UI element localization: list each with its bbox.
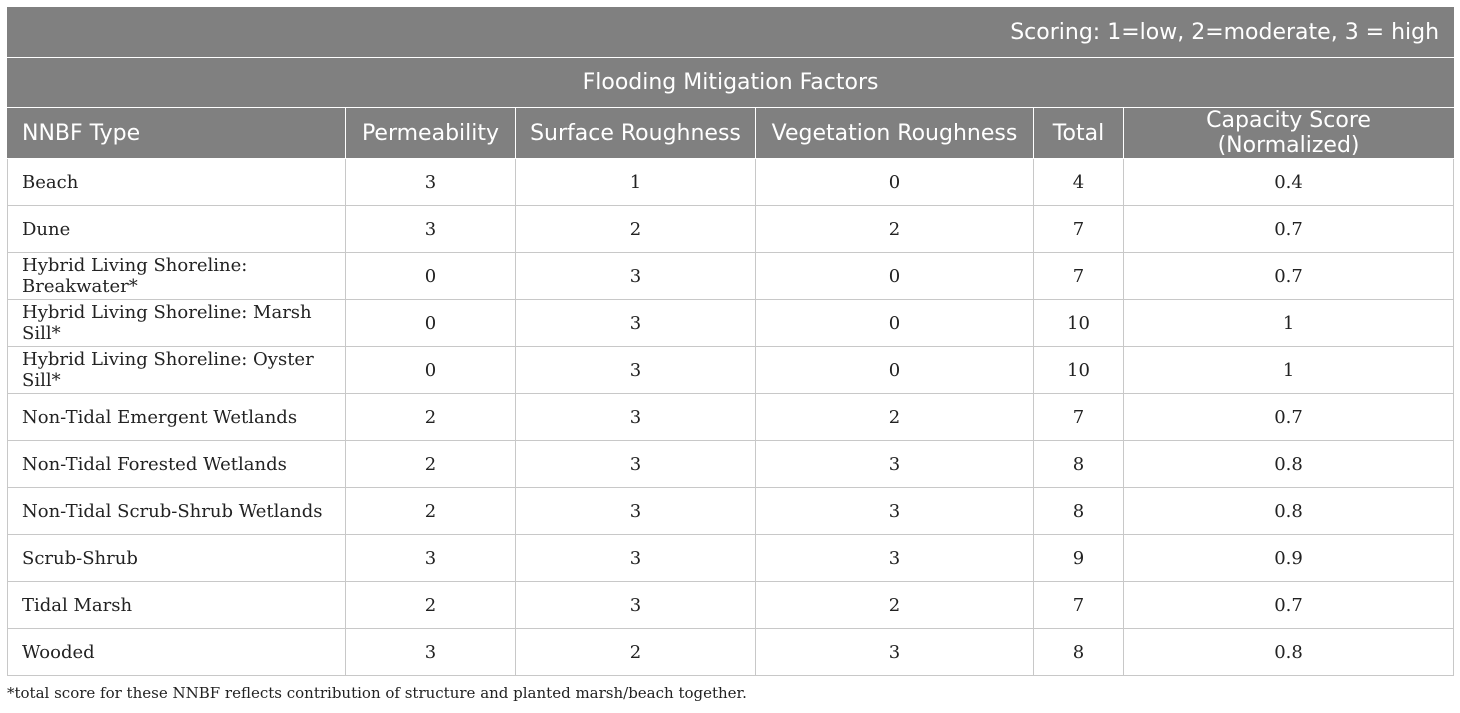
cell-nnbf-type: Non-Tidal Forested Wetlands [8,441,346,488]
cell-nnbf-type: Hybrid Living Shoreline: Breakwater* [8,253,346,300]
cell-total: 9 [1034,535,1124,582]
cell-capacity-score: 0.7 [1124,253,1454,300]
cell-nnbf-type: Non-Tidal Scrub-Shrub Wetlands [8,488,346,535]
table-row [8,300,1454,347]
table-row [8,253,1454,300]
column-header-surface-roughness: Surface Roughness [516,108,756,159]
cell-permeability: 2 [346,441,516,488]
cell-vegetation-roughness: 3 [756,535,1034,582]
cell-capacity-score: 0.9 [1124,535,1454,582]
cell-surface-roughness: 3 [516,488,756,535]
column-header-nnbf-type: NNBF Type [8,108,346,159]
cell-nnbf-type: Hybrid Living Shoreline: Oyster Sill* [8,347,346,394]
cell-total: 10 [1034,347,1124,394]
cell-vegetation-roughness: 3 [756,441,1034,488]
column-header-capacity-score: Capacity Score (Normalized) [1124,108,1454,159]
cell-vegetation-roughness: 0 [756,347,1034,394]
cell-capacity-score: 0.8 [1124,488,1454,535]
table-row [8,347,1454,394]
table-row [8,582,1454,629]
cell-capacity-score: 0.8 [1124,629,1454,676]
cell-nnbf-type: Scrub-Shrub [8,535,346,582]
cell-vegetation-roughness: 0 [756,253,1034,300]
cell-permeability: 3 [346,206,516,253]
cell-permeability: 0 [346,300,516,347]
cell-capacity-score: 1 [1124,347,1454,394]
cell-total: 7 [1034,582,1124,629]
cell-total: 8 [1034,441,1124,488]
column-header-row [8,108,1454,159]
flooding-mitigation-table [7,7,1454,676]
cell-surface-roughness: 3 [516,394,756,441]
table-row [8,488,1454,535]
cell-permeability: 2 [346,582,516,629]
cell-capacity-score: 0.7 [1124,394,1454,441]
scoring-row [8,8,1454,58]
cell-permeability: 3 [346,629,516,676]
cell-permeability: 2 [346,488,516,535]
scoring-note: Scoring: 1=low, 2=moderate, 3 = high [8,8,1454,58]
table-row [8,535,1454,582]
cell-nnbf-type: Non-Tidal Emergent Wetlands [8,394,346,441]
cell-permeability: 2 [346,394,516,441]
cell-capacity-score: 0.4 [1124,159,1454,206]
cell-total: 7 [1034,253,1124,300]
cell-total: 7 [1034,394,1124,441]
column-header-permeability: Permeability [346,108,516,159]
cell-surface-roughness: 3 [516,582,756,629]
column-header-vegetation-roughness: Vegetation Roughness [756,108,1034,159]
cell-surface-roughness: 3 [516,253,756,300]
cell-surface-roughness: 2 [516,206,756,253]
cell-surface-roughness: 3 [516,347,756,394]
group-header: Flooding Mitigation Factors [8,58,1454,108]
cell-nnbf-type: Hybrid Living Shoreline: Marsh Sill* [8,300,346,347]
table-container [7,7,1453,676]
cell-capacity-score: 0.7 [1124,206,1454,253]
cell-vegetation-roughness: 3 [756,629,1034,676]
cell-surface-roughness: 3 [516,535,756,582]
cell-total: 10 [1034,300,1124,347]
cell-vegetation-roughness: 3 [756,488,1034,535]
cell-nnbf-type: Beach [8,159,346,206]
cell-surface-roughness: 3 [516,441,756,488]
cell-total: 8 [1034,488,1124,535]
cell-capacity-score: 0.7 [1124,582,1454,629]
cell-surface-roughness: 3 [516,300,756,347]
cell-permeability: 3 [346,535,516,582]
table-footnote: *total score for these NNBF reflects contribution of structure and planted marsh/beach together. [7,684,747,702]
table-row [8,441,1454,488]
table-row [8,159,1454,206]
cell-total: 7 [1034,206,1124,253]
cell-vegetation-roughness: 0 [756,300,1034,347]
cell-vegetation-roughness: 2 [756,206,1034,253]
cell-nnbf-type: Dune [8,206,346,253]
cell-total: 8 [1034,629,1124,676]
cell-total: 4 [1034,159,1124,206]
table-row [8,206,1454,253]
cell-permeability: 3 [346,159,516,206]
cell-vegetation-roughness: 2 [756,582,1034,629]
cell-vegetation-roughness: 2 [756,394,1034,441]
group-header-row [8,58,1454,108]
cell-capacity-score: 0.8 [1124,441,1454,488]
table-row [8,394,1454,441]
cell-permeability: 0 [346,347,516,394]
cell-surface-roughness: 2 [516,629,756,676]
cell-permeability: 0 [346,253,516,300]
table-row [8,629,1454,676]
column-header-total: Total [1034,108,1124,159]
cell-nnbf-type: Tidal Marsh [8,582,346,629]
cell-vegetation-roughness: 0 [756,159,1034,206]
cell-surface-roughness: 1 [516,159,756,206]
cell-nnbf-type: Wooded [8,629,346,676]
cell-capacity-score: 1 [1124,300,1454,347]
